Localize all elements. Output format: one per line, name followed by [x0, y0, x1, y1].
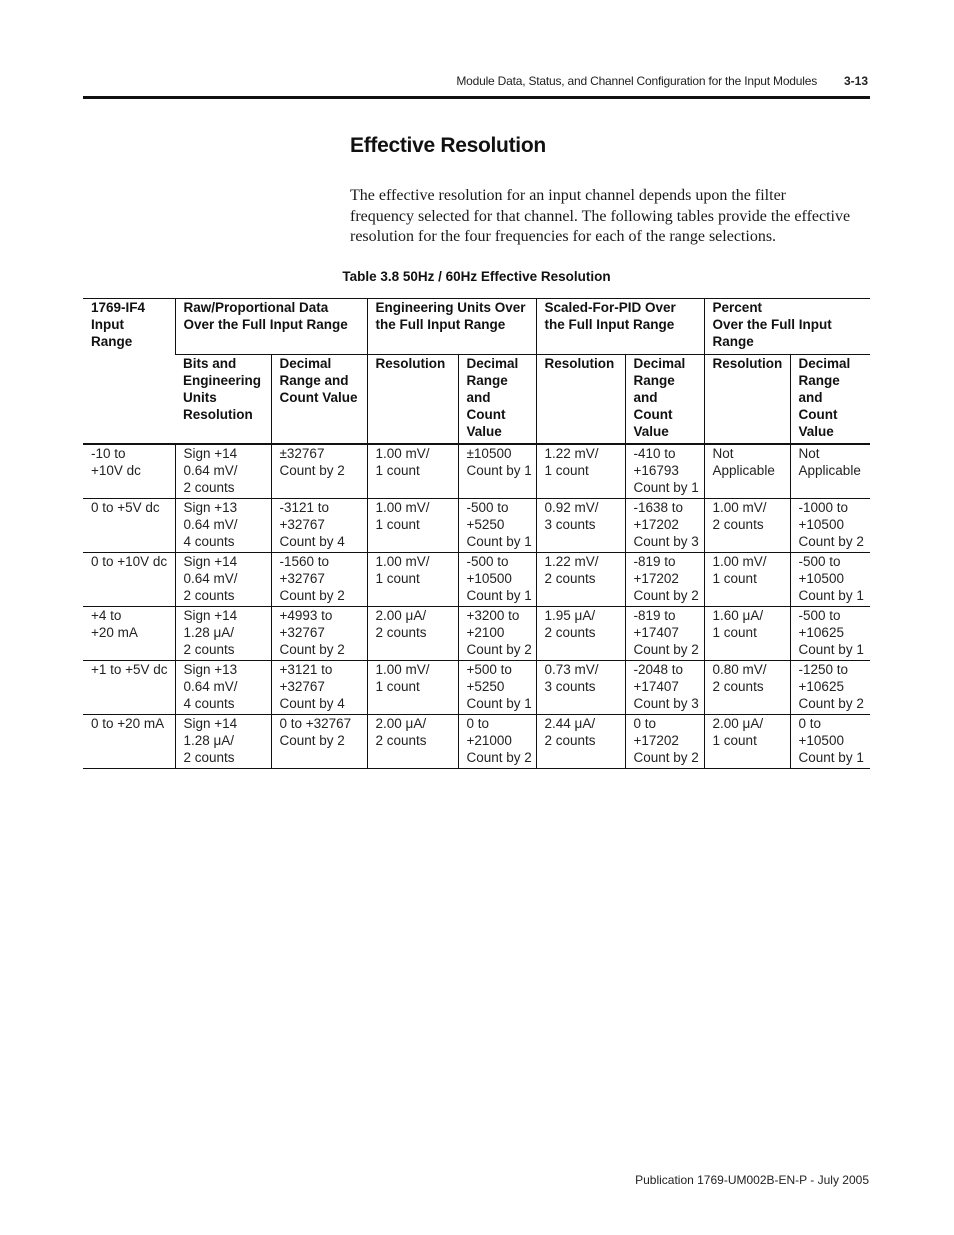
cell-line: -3121 to: [279, 500, 330, 515]
header-line: and: [633, 390, 658, 405]
cell-eng-resolution: [367, 499, 458, 553]
cell-line: 2 counts: [544, 625, 596, 640]
header-line: Resolution: [375, 356, 446, 371]
cell-line: 0.64 mV/: [183, 517, 238, 532]
cell-eng-resolution: [367, 444, 458, 499]
cell-pid-decimal-range: [625, 444, 704, 499]
cell-line: 2 counts: [544, 571, 596, 586]
cell-line: 2.00 μA/: [375, 716, 427, 731]
table-row: [83, 499, 870, 553]
cell-eng-resolution: [367, 661, 458, 715]
header-line: Over the Full Input: [712, 317, 832, 332]
header-raw-proportional: [175, 299, 367, 355]
cell-line: +10500: [798, 517, 844, 532]
header-line: Percent: [712, 300, 763, 315]
cell-percent-resolution: [704, 661, 790, 715]
header-line: Value: [466, 424, 502, 439]
cell-line: 1.00 mV/: [375, 446, 430, 461]
cell-line: 1.28 μA/: [183, 625, 235, 640]
cell-line: 1 count: [375, 679, 420, 694]
cell-line: Count by 4: [279, 534, 345, 549]
cell-percent-decimal-range: [790, 661, 870, 715]
cell-line: 1.22 mV/: [544, 554, 599, 569]
publication-footer: Publication 1769-UM002B-EN-P - July 2005: [635, 1173, 869, 1187]
cell-line: +17202: [633, 517, 679, 532]
cell-line: -1638 to: [633, 500, 684, 515]
cell-line: 1.28 μA/: [183, 733, 235, 748]
table-body: [83, 444, 870, 769]
cell-line: +21000: [466, 733, 512, 748]
cell-line: 0.64 mV/: [183, 463, 238, 478]
cell-line: +10500: [466, 571, 512, 586]
cell-line: Count by 1: [466, 696, 532, 711]
cell-line: +10625: [798, 625, 844, 640]
cell-line: Count by 1: [798, 642, 864, 657]
cell-line: Sign +14: [183, 716, 238, 731]
cell-line: 4 counts: [183, 696, 235, 711]
cell-line: +32767: [279, 517, 325, 532]
cell-line: 0 to +5V dc: [91, 500, 160, 515]
cell-eng-decimal-range: [458, 499, 536, 553]
header-line: Decimal: [279, 356, 332, 371]
table-row: [83, 661, 870, 715]
table-caption: Table 3.8 50Hz / 60Hz Effective Resolution: [342, 269, 611, 284]
cell-line: +4 to: [91, 608, 122, 623]
header-input-range: [83, 299, 175, 445]
cell-line: 1 count: [712, 625, 757, 640]
cell-line: Sign +14: [183, 554, 238, 569]
header-line: the Full Input Range: [375, 317, 506, 332]
cell-line: 1 count: [375, 517, 420, 532]
cell-line: 1.00 mV/: [375, 662, 430, 677]
cell-pid-resolution: [536, 553, 625, 607]
header-line: Range: [91, 334, 133, 349]
cell-pid-decimal-range: [625, 553, 704, 607]
header-line: Engineering Units Over: [375, 300, 526, 315]
cell-line: 0 to: [798, 716, 822, 731]
cell-line: 0.92 mV/: [544, 500, 599, 515]
cell-line: 0 to +20 mA: [91, 716, 165, 731]
header-line: Units: [183, 390, 217, 405]
cell-percent-resolution: [704, 444, 790, 499]
cell-line: 1 count: [375, 571, 420, 586]
table-row: [83, 553, 870, 607]
cell-line: Count by 1: [633, 480, 699, 495]
cell-line: 0 to +32767: [279, 716, 352, 731]
cell-line: 2 counts: [544, 733, 596, 748]
cell-percent-decimal-range: [790, 553, 870, 607]
cell-percent-resolution: [704, 607, 790, 661]
cell-line: -410 to: [633, 446, 676, 461]
cell-line: +10500: [798, 571, 844, 586]
cell-line: 2.44 μA/: [544, 716, 596, 731]
header-line: Decimal: [633, 356, 686, 371]
cell-line: +32767: [279, 625, 325, 640]
cell-line: +2100: [466, 625, 505, 640]
cell-line: 0.64 mV/: [183, 571, 238, 586]
cell-line: +16793: [633, 463, 679, 478]
cell-line: Not: [712, 446, 734, 461]
cell-line: +20 mA: [91, 625, 138, 640]
cell-line: 2.00 μA/: [375, 608, 427, 623]
cell-percent-resolution: [704, 715, 790, 769]
cell-line: -1560 to: [279, 554, 330, 569]
cell-line: Count by 2: [633, 588, 699, 603]
cell-line: Count by 2: [279, 588, 345, 603]
cell-percent-resolution: [704, 499, 790, 553]
header-line: Over the Full Input Range: [183, 317, 348, 332]
cell-eng-decimal-range: [458, 607, 536, 661]
cell-pid-decimal-range: [625, 499, 704, 553]
cell-bits-resolution: [175, 553, 271, 607]
cell-line: +1 to +5V dc: [91, 662, 168, 677]
cell-line: +4993 to: [279, 608, 333, 623]
cell-pid-resolution: [536, 661, 625, 715]
cell-line: 0.64 mV/: [183, 679, 238, 694]
header-scaled-for-pid: [536, 299, 704, 355]
cell-line: 0.80 mV/: [712, 662, 767, 677]
cell-eng-decimal-range: [458, 553, 536, 607]
cell-line: 0 to: [466, 716, 490, 731]
cell-line: -500 to: [466, 500, 509, 515]
cell-line: Count by 2: [798, 534, 864, 549]
cell-line: +5250: [466, 517, 505, 532]
cell-line: Count by 1: [466, 588, 532, 603]
cell-line: Count by 2: [633, 642, 699, 657]
subheader-decimal-range: [271, 355, 367, 445]
cell-pid-resolution: [536, 444, 625, 499]
cell-input-range: [83, 715, 175, 769]
cell-percent-resolution: [704, 553, 790, 607]
header-line: and: [798, 390, 823, 405]
cell-eng-resolution: [367, 553, 458, 607]
header-engineering-units: [367, 299, 536, 355]
header-line: Resolution: [544, 356, 615, 371]
cell-pid-resolution: [536, 499, 625, 553]
cell-line: Count by 3: [633, 534, 699, 549]
cell-line: Applicable: [712, 463, 775, 478]
cell-eng-decimal-range: [458, 444, 536, 499]
cell-raw-decimal-range: [271, 607, 367, 661]
cell-pid-decimal-range: [625, 715, 704, 769]
table-group-header-row: [83, 299, 870, 355]
cell-bits-resolution: [175, 661, 271, 715]
cell-line: Count by 1: [466, 534, 532, 549]
header-line: Engineering: [183, 373, 262, 388]
header-line: Decimal: [798, 356, 851, 371]
cell-line: Count by 4: [279, 696, 345, 711]
cell-line: +10V dc: [91, 463, 141, 478]
cell-line: +5250: [466, 679, 505, 694]
header-line: Count Value: [279, 390, 358, 405]
cell-line: 2 counts: [712, 679, 764, 694]
header-line: Count: [798, 407, 838, 422]
cell-line: +17407: [633, 625, 679, 640]
cell-pid-resolution: [536, 715, 625, 769]
header-line: the Full Input Range: [544, 317, 675, 332]
cell-line: Count by 3: [633, 696, 699, 711]
cell-input-range: [83, 444, 175, 499]
cell-line: -500 to: [798, 608, 841, 623]
cell-line: +32767: [279, 571, 325, 586]
cell-eng-resolution: [367, 715, 458, 769]
cell-line: Sign +14: [183, 608, 238, 623]
cell-bits-resolution: [175, 607, 271, 661]
cell-line: 1 count: [544, 463, 589, 478]
cell-line: 2 counts: [183, 750, 235, 765]
cell-line: 1 count: [712, 571, 757, 586]
cell-line: Count by 1: [798, 750, 864, 765]
cell-line: 1.95 μA/: [544, 608, 596, 623]
cell-input-range: [83, 661, 175, 715]
header-line: Value: [633, 424, 669, 439]
cell-line: Count by 2: [633, 750, 699, 765]
cell-bits-resolution: [175, 715, 271, 769]
cell-line: Sign +13: [183, 500, 238, 515]
subheader-resolution: [367, 355, 458, 445]
cell-line: -1250 to: [798, 662, 849, 677]
cell-line: +10500: [798, 733, 844, 748]
cell-line: -819 to: [633, 554, 676, 569]
cell-pid-resolution: [536, 607, 625, 661]
cell-line: 0 to: [633, 716, 657, 731]
cell-line: 0.73 mV/: [544, 662, 599, 677]
intro-paragraph: [350, 186, 872, 248]
page-number: 3-13: [844, 74, 869, 88]
cell-line: -500 to: [798, 554, 841, 569]
subheader-decimal-range: [625, 355, 704, 445]
header-line: Range and: [279, 373, 349, 388]
header-line: Range: [466, 373, 508, 388]
cell-line: 2 counts: [375, 625, 427, 640]
effective-resolution-table: [83, 298, 870, 769]
table-row: [83, 607, 870, 661]
cell-percent-decimal-range: [790, 499, 870, 553]
section-title: Effective Resolution: [350, 134, 546, 157]
subheader-decimal-range: [458, 355, 536, 445]
cell-bits-resolution: [175, 444, 271, 499]
header-line: Scaled-For-PID Over: [544, 300, 676, 315]
cell-percent-decimal-range: [790, 607, 870, 661]
cell-eng-decimal-range: [458, 661, 536, 715]
cell-line: 2 counts: [183, 588, 235, 603]
cell-raw-decimal-range: [271, 499, 367, 553]
cell-line: 1 count: [712, 733, 757, 748]
cell-line: Sign +13: [183, 662, 238, 677]
cell-line: Count by 1: [466, 463, 532, 478]
cell-line: Count by 2: [466, 642, 532, 657]
cell-line: Count by 2: [279, 733, 345, 748]
cell-line: Sign +14: [183, 446, 238, 461]
cell-line: +3121 to: [279, 662, 333, 677]
header-line: Bits and: [183, 356, 237, 371]
header-line: Resolution: [712, 356, 783, 371]
running-header-title: Module Data, Status, and Channel Configuration for the Input Modules: [456, 74, 817, 88]
header-line: Count: [633, 407, 673, 422]
cell-line: +17202: [633, 733, 679, 748]
cell-line: ±32767: [279, 446, 325, 461]
cell-line: 3 counts: [544, 517, 596, 532]
header-line: Decimal: [466, 356, 519, 371]
header-rule: [83, 96, 870, 99]
cell-percent-decimal-range: [790, 715, 870, 769]
cell-line: Count by 2: [279, 463, 345, 478]
cell-pid-decimal-range: [625, 661, 704, 715]
cell-line: +32767: [279, 679, 325, 694]
cell-line: 2 counts: [375, 733, 427, 748]
intro-line: resolution for the four frequencies for each of the range selections.: [350, 228, 777, 246]
cell-line: -819 to: [633, 608, 676, 623]
cell-line: 3 counts: [544, 679, 596, 694]
cell-input-range: [83, 499, 175, 553]
cell-line: 1.00 mV/: [375, 554, 430, 569]
cell-line: 1 count: [375, 463, 420, 478]
header-line: and: [466, 390, 491, 405]
header-line: Range: [798, 373, 840, 388]
cell-bits-resolution: [175, 499, 271, 553]
cell-input-range: [83, 607, 175, 661]
subheader-resolution: [536, 355, 625, 445]
cell-line: +17407: [633, 679, 679, 694]
cell-line: Count by 2: [466, 750, 532, 765]
cell-line: -500 to: [466, 554, 509, 569]
cell-line: 1.00 mV/: [712, 554, 767, 569]
cell-line: Count by 2: [798, 696, 864, 711]
cell-line: +10625: [798, 679, 844, 694]
header-line: 1769-IF4: [91, 300, 146, 315]
header-line: Range: [633, 373, 675, 388]
cell-line: 2 counts: [183, 480, 235, 495]
cell-line: +3200 to: [466, 608, 520, 623]
cell-line: -1000 to: [798, 500, 849, 515]
cell-eng-resolution: [367, 607, 458, 661]
cell-raw-decimal-range: [271, 553, 367, 607]
cell-raw-decimal-range: [271, 661, 367, 715]
table-row: [83, 715, 870, 769]
header-line: Raw/Proportional Data: [183, 300, 329, 315]
cell-line: 2.00 μA/: [712, 716, 764, 731]
cell-line: ±10500: [466, 446, 512, 461]
cell-line: Count by 1: [798, 588, 864, 603]
intro-line: frequency selected for that channel. The following tables provide the effective: [350, 207, 851, 225]
cell-raw-decimal-range: [271, 715, 367, 769]
cell-line: 1.22 mV/: [544, 446, 599, 461]
cell-eng-decimal-range: [458, 715, 536, 769]
cell-percent-decimal-range: [790, 444, 870, 499]
table-row: [83, 444, 870, 499]
cell-line: 1.60 μA/: [712, 608, 764, 623]
cell-line: Not: [798, 446, 820, 461]
cell-pid-decimal-range: [625, 607, 704, 661]
subheader-decimal-range: [790, 355, 870, 445]
header-percent: [704, 299, 870, 355]
cell-line: +17202: [633, 571, 679, 586]
subheader-resolution: [704, 355, 790, 445]
header-line: Range: [712, 334, 754, 349]
table-sub-header-row: [83, 355, 870, 445]
header-line: Count: [466, 407, 506, 422]
cell-line: 2 counts: [712, 517, 764, 532]
cell-line: 0 to +10V dc: [91, 554, 168, 569]
cell-line: -2048 to: [633, 662, 684, 677]
header-line: Value: [798, 424, 834, 439]
intro-line: The effective resolution for an input channel depends upon the filter: [350, 187, 786, 204]
cell-line: +500 to: [466, 662, 512, 677]
cell-line: Count by 2: [279, 642, 345, 657]
cell-input-range: [83, 553, 175, 607]
cell-line: Applicable: [798, 463, 861, 478]
cell-raw-decimal-range: [271, 444, 367, 499]
subheader-bits-resolution: [175, 355, 271, 445]
header-line: Input: [91, 317, 124, 332]
cell-line: 1.00 mV/: [712, 500, 767, 515]
cell-line: 2 counts: [183, 642, 235, 657]
cell-line: -10 to: [91, 446, 126, 461]
cell-line: 1.00 mV/: [375, 500, 430, 515]
header-line: Resolution: [183, 407, 253, 422]
cell-line: 4 counts: [183, 534, 235, 549]
